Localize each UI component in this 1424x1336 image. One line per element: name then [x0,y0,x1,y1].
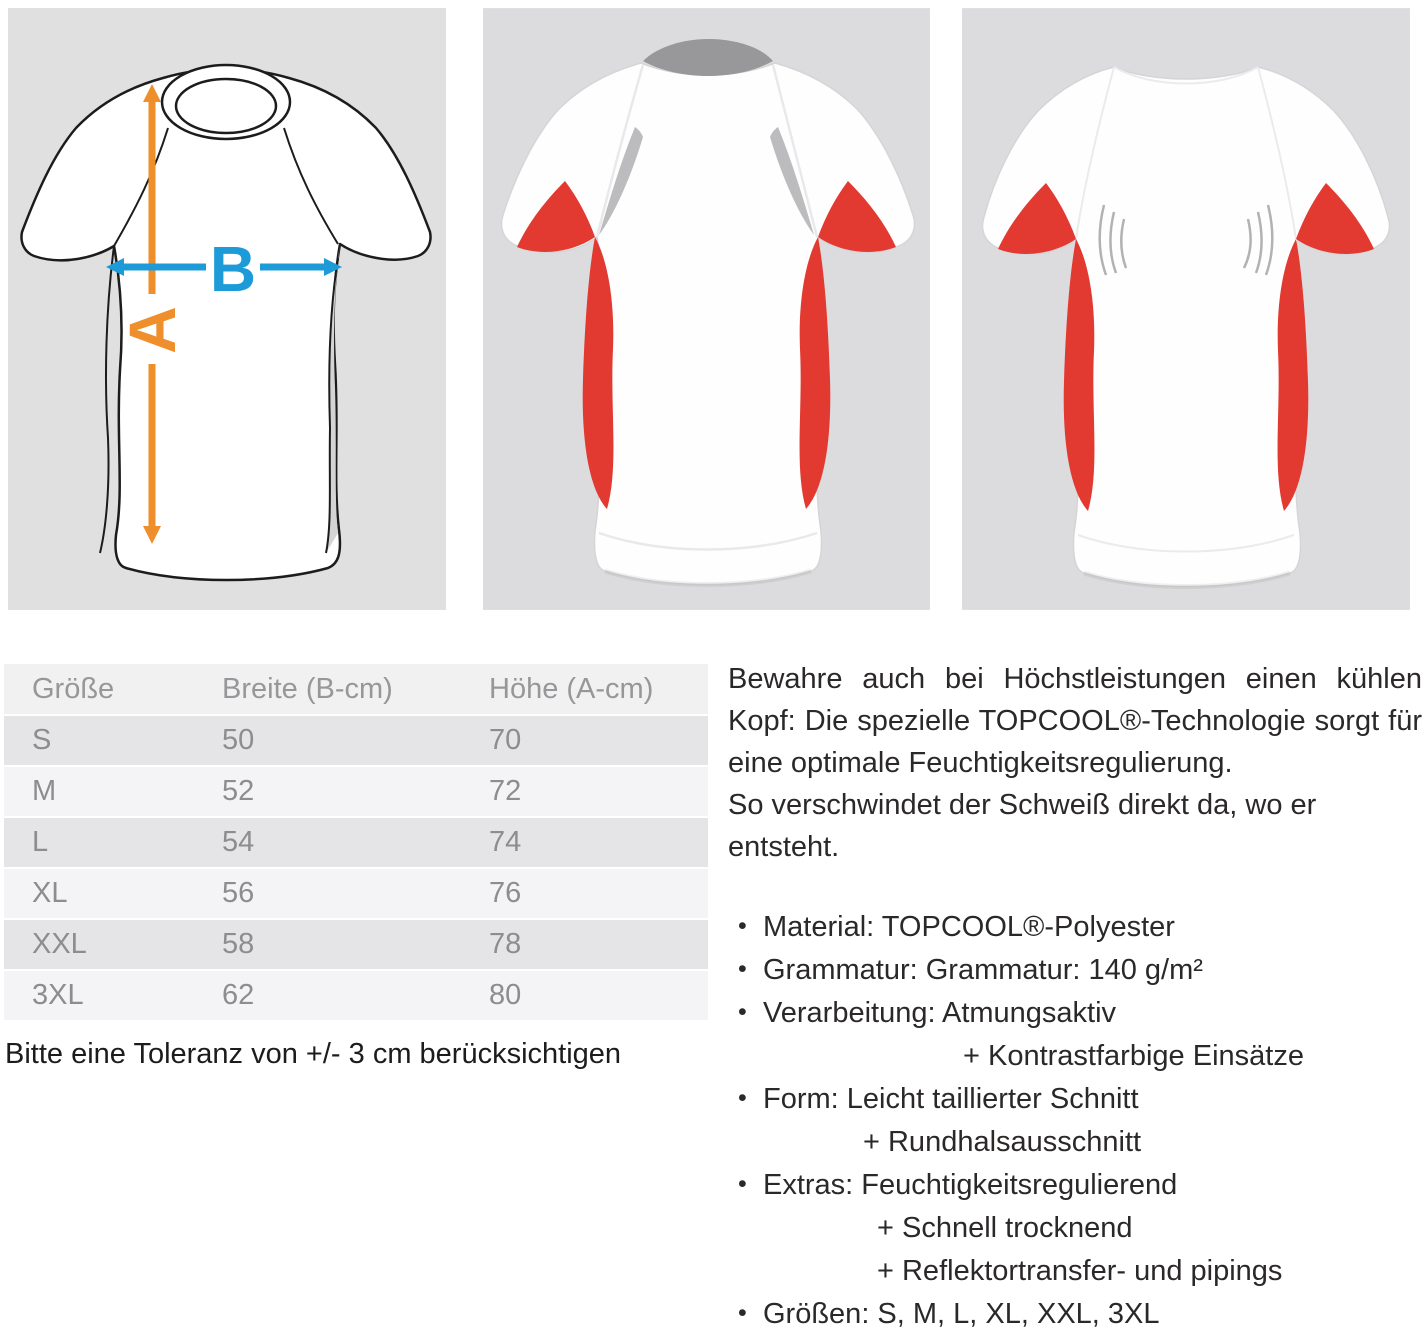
feature-subline: + Kontrastfarbige Einsätze [963,1040,1304,1072]
bullet-icon: • [738,1170,747,1198]
table-row [4,767,708,816]
feature-text: Extras: Feuchtigkeitsregulierend [763,1169,1178,1201]
size-table-rows [4,716,708,1020]
size-table-header [4,664,708,714]
height-cell: 72 [489,775,522,807]
feature-item [728,1078,1422,1164]
feature-item [728,992,1422,1078]
feature-text: Verarbeitung: Atmungsaktiv [763,997,1117,1029]
feature-item [728,949,1422,992]
feature-item [728,1293,1422,1336]
feature-text: Form: Leicht taillierter Schnitt [763,1083,1139,1115]
width-cell: 62 [222,979,255,1011]
description-paragraph-2: So verschwindet der Schweiß direkt da, wo er entsteht. [728,789,1317,863]
column-header-width: Breite (B-cm) [222,672,393,705]
column-header-size: Größe [32,672,115,705]
feature-text: Größen: S, M, L, XL, XXL, 3XL [763,1298,1160,1330]
size-cell: 3XL [32,979,84,1011]
description-paragraph-1: Bewahre auch bei Höchstleistungen einen kühlen Kopf: Die spezielle TOPCOOL®-Technologie sorgt für eine optimale Feuchtigkeitsregulierung. [728,663,1422,779]
feature-text: Grammatur: Grammatur: 140 g/m² [763,954,1203,986]
width-cell: 54 [222,826,255,858]
table-row [4,869,708,918]
feature-text: Material: TOPCOOL®-Polyester [763,911,1175,943]
size-cell: XXL [32,928,87,960]
table-row [4,716,708,765]
width-cell: 58 [222,928,255,960]
feature-item [728,1164,1422,1293]
size-cell: L [32,826,49,858]
width-cell: 50 [222,724,255,756]
height-cell: 74 [489,826,522,858]
bullet-icon: • [738,1084,747,1112]
height-cell: 76 [489,877,522,909]
height-cell: 70 [489,724,522,756]
shirt-back-illustration [962,8,1410,610]
bullet-icon: • [738,1299,747,1327]
shirt-front-photo [483,8,930,610]
label-a: A [115,306,189,354]
column-header-height: Höhe (A-cm) [489,672,654,705]
table-row [4,971,708,1020]
label-b: B [209,233,257,305]
size-cell: XL [32,877,68,909]
feature-subline: + Rundhalsausschnitt [863,1126,1142,1158]
shirt-back-photo [962,8,1410,610]
bullet-icon: • [738,912,747,940]
size-cell: M [32,775,57,807]
feature-subline: + Reflektortransfer- und pipings [877,1255,1283,1287]
width-cell: 52 [222,775,255,807]
table-row [4,818,708,867]
feature-list [728,906,1422,1336]
feature-subline: + Schnell trocknend [877,1212,1133,1244]
height-cell: 80 [489,979,522,1011]
width-cell: 56 [222,877,255,909]
size-diagram-panel [8,8,446,610]
shirt-front-illustration [483,8,930,610]
product-description [728,658,1422,1336]
feature-item [728,906,1422,949]
bullet-icon: • [738,998,747,1026]
table-row [4,920,708,969]
collar-outer [162,65,290,139]
size-table [4,664,708,1022]
size-diagram-illustration [8,8,446,610]
size-cell: S [32,724,52,756]
tolerance-note: Bitte eine Toleranz von +/- 3 cm berücksichtigen [5,1038,622,1070]
bullet-icon: • [738,955,747,983]
height-cell: 78 [489,928,522,960]
